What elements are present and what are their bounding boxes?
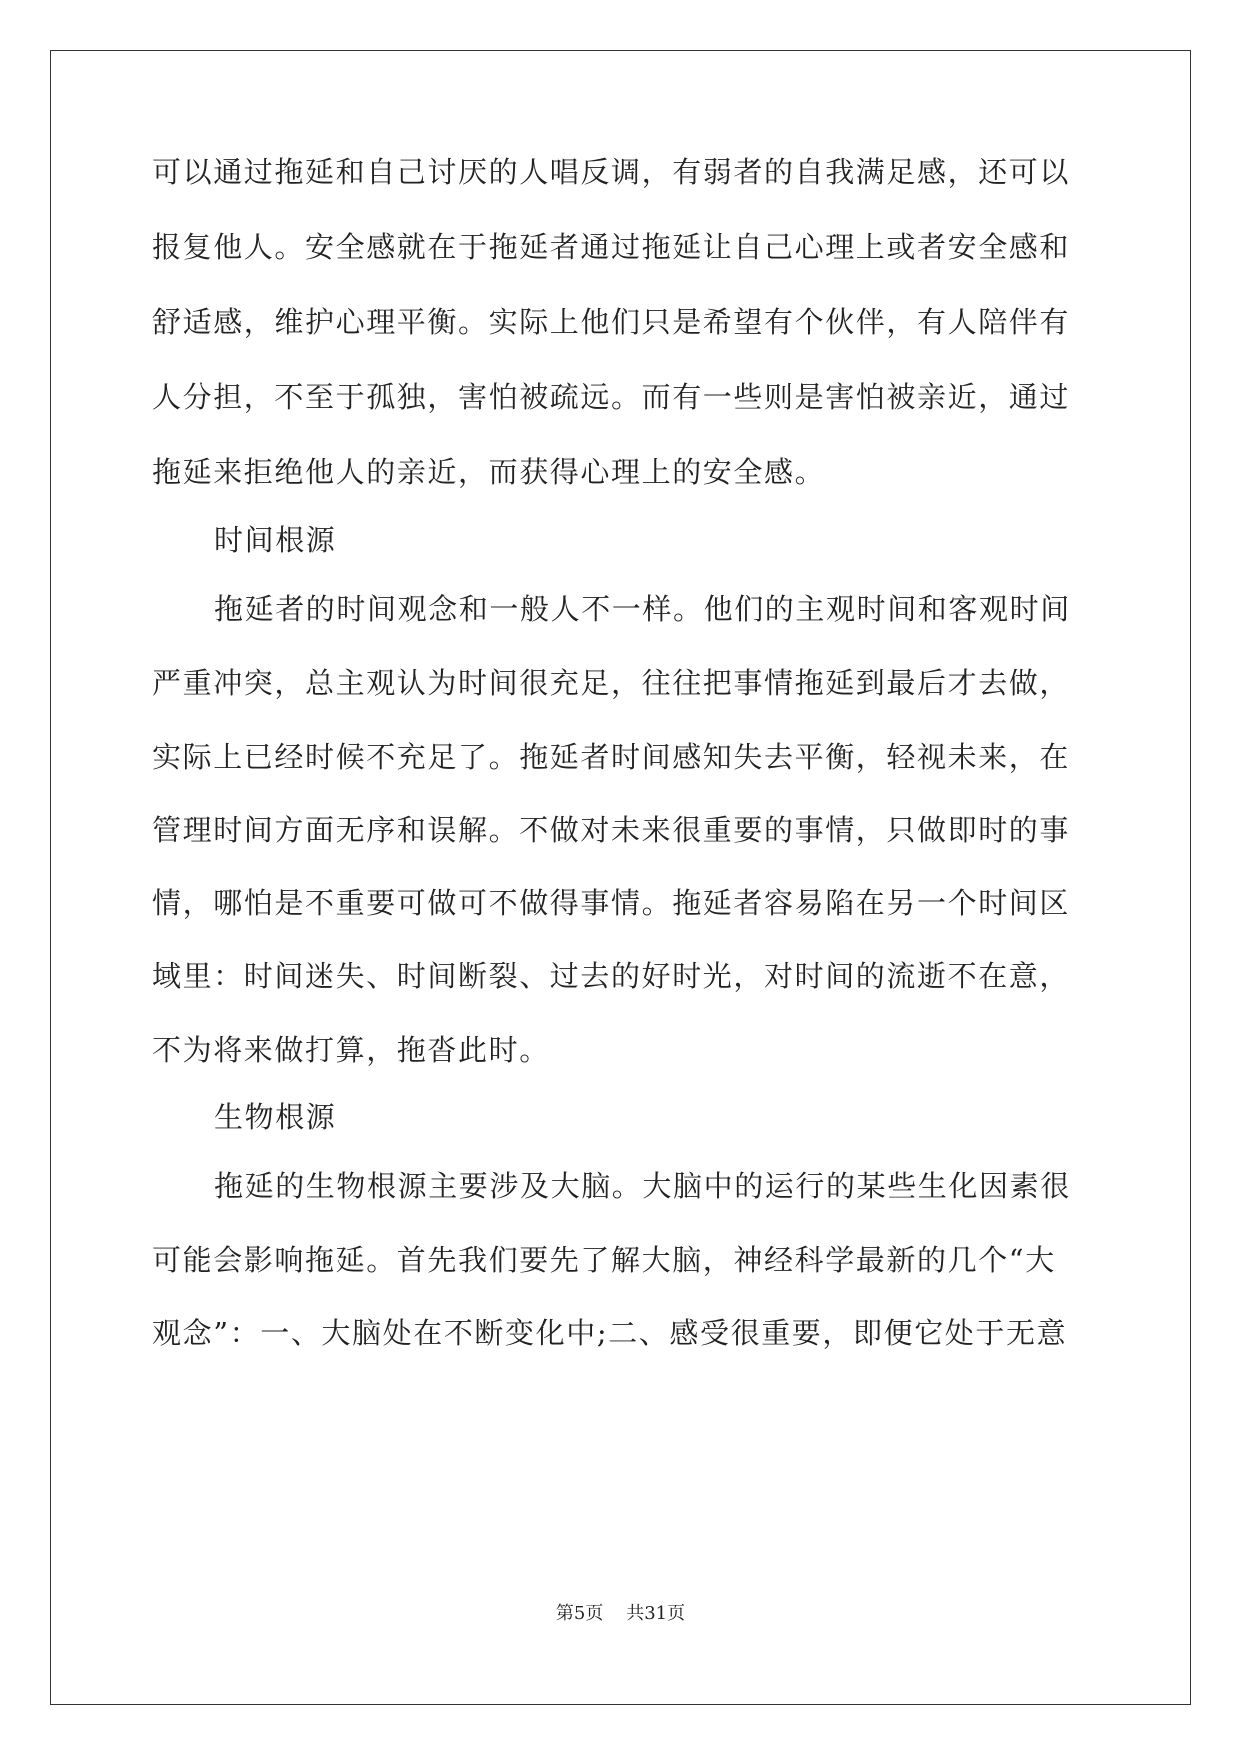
- paragraph-first-line: 拖延的生物根源主要涉及大脑。大脑中的运行的某些生化因素很: [214, 1169, 1071, 1203]
- text-line: 严重冲突，总主观认为时间很充足，往往把事情拖延到最后才去做，: [152, 666, 1071, 700]
- text-line: 域里：时间迷失、时间断裂、过去的好时光，对时间的流逝不在意，: [152, 959, 1071, 993]
- paragraph-first-line: 拖延者的时间观念和一般人不一样。他们的主观时间和客观时间: [214, 592, 1071, 626]
- text-line: 情，哪怕是不重要可做可不做得事情。拖延者容易陷在另一个时间区: [152, 886, 1071, 920]
- text-line: 拖延来拒绝他人的亲近，而获得心理上的安全感。: [152, 455, 826, 489]
- text-line: 人分担，不至于孤独，害怕被疏远。而有一些则是害怕被亲近，通过: [152, 380, 1071, 414]
- page-border: [50, 50, 1191, 1705]
- text-line: 实际上已经时候不充足了。拖延者时间感知失去平衡，轻视未来，在: [152, 740, 1071, 774]
- text-line: 不为将来做打算，拖沓此时。: [152, 1033, 550, 1067]
- section-heading-biology: 生物根源: [214, 1100, 337, 1134]
- text-line: 管理时间方面无序和误解。不做对未来很重要的事情，只做即时的事: [152, 813, 1071, 847]
- page-number-footer: [0, 1602, 1241, 1626]
- section-heading-time: 时间根源: [214, 523, 337, 557]
- text-line: 可能会影响拖延。首先我们要先了解大脑，神经科学最新的几个“大: [152, 1243, 1056, 1277]
- page-number-text: 第5页 共31页: [555, 1603, 686, 1624]
- text-line: 可以通过拖延和自己讨厌的人唱反调，有弱者的自我满足感，还可以: [152, 155, 1071, 189]
- text-line: 观念”：一、大脑处在不断变化中;二、感受很重要，即便它处于无意: [152, 1316, 1068, 1350]
- text-line: 报复他人。安全感就在于拖延者通过拖延让自己心理上或者安全感和: [152, 230, 1071, 264]
- text-line: 舒适感，维护心理平衡。实际上他们只是希望有个伙伴，有人陪伴有: [152, 305, 1071, 339]
